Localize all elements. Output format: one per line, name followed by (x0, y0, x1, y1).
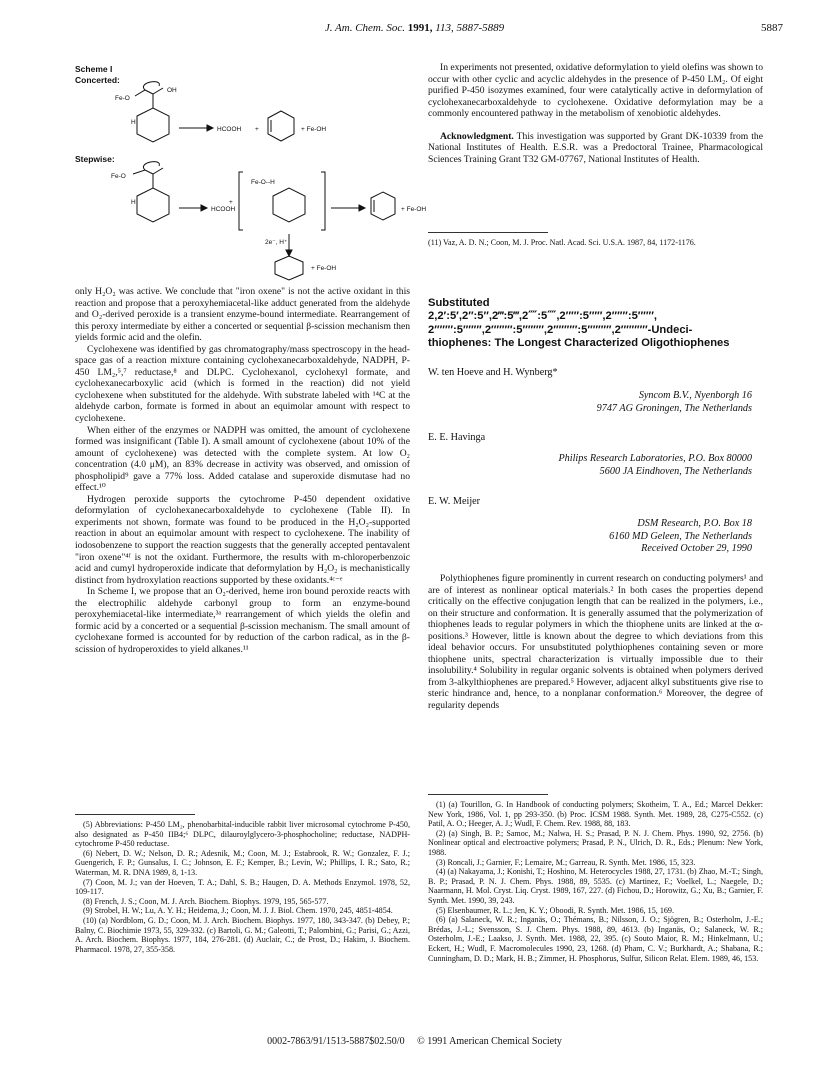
svg-text:+ Fe-OH: + Fe-OH (401, 206, 427, 213)
svg-text:2e⁻, H⁺: 2e⁻, H⁺ (265, 239, 288, 246)
svg-text:+ Fe-OH: + Fe-OH (301, 126, 327, 133)
acknowledgment: Acknowledgment. This investigation was supported by Grant DK-10339 from the National Institutes of Health. E.S.R. was a Predoctoral Trainee, Pharmacological Sciences Training Grant T32 GM-07767, National Institutes of Health. (428, 130, 763, 165)
footnote: (2) (a) Singh, B. P.; Samoc, M.; Nalwa, H. S.; Prasad, P. N. J. Chem. Phys. 1990, 92, 2756. (b) Nonlinear optical and electroactive polymers; Prasad, P. N., Ulrich, D. R., Eds.; Plenum: New York, 1988. (428, 828, 763, 857)
footnote-divider (428, 794, 548, 795)
paragraph: In experiments not presented, oxidative deformylation to yield olefins was shown to occur with other cyclic and acyclic aldehydes in the presence of P-450 LM₂. Of eight purified P-450 isozymes examined, four were catalytically active in deformylation of cyclohexanecarboxaldehyde to cyclohexene. Oxidative deformylation may be a commonly encountered pathway in the metabolism of xenobiotic aldehydes. (428, 62, 763, 120)
footnote: (10) (a) Nordblom, G. D.; Coon, M. J. Arch. Biochem. Biophys. 1977, 180, 343-347. (b) Debey, P.; Balny, C. Biochimie 1973, 55, 329-332. (c) Bartoli, G. M.; Galeotti, T.; Palombini, G.; Parisi, G.; Azzi, A. Arch. Biochem. Biophys. 1977, 184, 276-281. (d) Auclair, C.; de Prost, D.; Hakim, J. Biochem. Pharmacol. 1978, 27, 355-358. (75, 915, 410, 954)
author-line: W. ten Hoeve and H. Wynberg* (428, 367, 558, 378)
fe-o-bond-1 (135, 90, 153, 96)
page-number: 5887 (761, 22, 783, 34)
paragraph: When either of the enzymes or NADPH was omitted, the amount of cyclohexene formed was insignificant (Table I). A small amount of cyclohexene (about 10% of the amount of cyclohexene) was detected with the complete system. At low O₂ concentration (4.0 μM), an 83% decrease in activity was observed, and omission of phospholipid⁹ gave a 77% loss. Added catalase and superoxide dismutase had no effect.¹⁰ (75, 424, 410, 494)
left-column-body (75, 286, 410, 656)
received-date: Received October 29, 1990 (641, 543, 752, 554)
svg-text:HCOOH: HCOOH (217, 126, 242, 133)
article-title: Substituted 2,2′:5′,2″:5″,2‴:5‴,2⁗:5⁗,2′′′′′:5′′′′′,2′′′′′′:5′′′′′′, 2′′′′′′′:5′′′′′′′,2′′′′′′′′:5′′′′′′′′,2′′′′′′′′′:5′′′′′′′′′,2′′′′′′′′′′-Undeci- thiophenes: The Longest Characterized Oligothiophenes (428, 297, 730, 349)
cyclohexane-ring-3 (275, 256, 303, 280)
footnote: (6) Nebert, D. W.; Nelson, D. R.; Adesnik, M.; Coon, M. J.; Estabrook, R. W.; Gonzalez, F. J.; Guengerich, F. P.; Gunsalus, I. C.; Johnson, E. F.; Kemper, B.; Levin, W.; Phillips, I. R.; Sato, R.; Waterman, M. R. DNA 1989, 8, 1-13. (75, 848, 410, 877)
article-code: 0002-7863/91/1513-5887$02.50/0 (267, 1036, 405, 1047)
scheme-title: Scheme I (75, 64, 113, 74)
cyclohexane-ring-2 (137, 188, 169, 222)
footnote: (7) Coon, M. J.; van der Hoeven, T. A.; Dahl, S. B.; Haugen, D. A. Methods Enzymol. 1978, 52, 109-117. (75, 877, 410, 897)
svg-text:H: H (131, 199, 136, 206)
affiliation: Philips Research Laboratories, P.O. Box 80000 5600 JA Eindhoven, The Netherlands (558, 453, 752, 477)
svg-text:+: + (229, 199, 233, 206)
bracket-left (239, 172, 243, 230)
footnote: (3) Roncali, J.; Garnier, F.; Lemaire, M.; Garreau, R. Synth. Met. 1986, 15, 323. (436, 857, 696, 867)
svg-text:HCOOH: HCOOH (211, 206, 236, 213)
footnote: (5) Abbreviations: P-450 LM₂, phenobarbital-inducible rabbit liver microsomal cytochrome P-450, also designated as P-450 IIB4;⁶ DLPC, dilauroylglycero-3-phosphocholine; reductase, NADPH-cytochrome P-450 reductase. (75, 820, 410, 849)
author-line: E. W. Meijer (428, 496, 481, 507)
radical-ring (273, 188, 305, 222)
scheme-drawing (75, 64, 427, 279)
paragraph: Polythiophenes figure prominently in current research on conducting polymers¹ and are of interest as nonlinear optical materials.² In both cases the properties depend critically on the effective conjugation length that can be realized in the polymers, i.e., on their structure and conformation. It is generally assumed that the polymerization of thiophenes leads to regular polymers in which the thiophene units are linked at the α-positions.³ However, little is known about the degree to which deviations from this ideal behavior occurs. For unsubstituted polythiophenes containing seven or more thiophene units, spectral characterization is virtually impossible due to their insolubility.⁴ Solubility in regular organic solvents is obtained when polymers derived from 3-alkylthiophenes are prepared.⁵ However, adjacent alkyl substituents give rise to steric hindrance and, hence, to a nonplanar conformation.⁶ Moreover, the degree of regularity depends (428, 573, 763, 712)
footnote: (9) Strobel, H. W.; Lu, A. Y. H.; Heidema, J.; Coon, M. J. J. Biol. Chem. 1970, 245, 4851-4854. (83, 906, 393, 916)
cyclohexene-ring-1 (268, 111, 294, 141)
footnote: (5) Elsenbaumer, R. L.; Jen, K. Y.; Oboodi, R. Synth. Met. 1986, 15, 169. (436, 905, 674, 915)
paragraph: only H₂O₂ was active. We conclude that "iron oxene" is not the active oxidant in this reaction and propose that a peroxyhemiacetal-like adduct generated from the aldehyde and O₂-derived peroxide is a transient enzyme-bound intermediate. Rearrangement of this peroxy intermediate by either a concerted or sequential β-scission mechanism then yields formic acid and the olefin. (75, 286, 410, 344)
affiliation: Syncom B.V., Nyenborgh 16 9747 AG Groningen, The Netherlands (596, 390, 752, 414)
paragraph: In Scheme I, we propose that an O₂-derived, heme iron bound peroxide reacts with the electrophilic aldehyde carbonyl group to form an enzyme-bound peroxyhemiacetal-like intermediate,³ᵃ rearrangement of which yields the olefin and formic acid by a concerted or a sequential β-scission mechanism. The small amount of cyclohexane formed is accounted for by reduction of the carbon radical, as in the β-scission of hydroperoxides to yield alkanes.¹¹ (75, 586, 410, 655)
author-line: E. E. Havinga (428, 432, 486, 443)
volume-pages: 113, 5887-5889 (435, 22, 505, 34)
footnote: (6) (a) Salaneck, W. R.; Inganäs, O.; Thémans, B.; Nilsson, J. O.; Sjögren, B.; Osterholm, J.-E.; Brédas, J.-L.; Svensson, S. J. Chem. Phys. 1988, 89, 4613. (b) Inganäs, O.; Salaneck, W. R.; Osterholm, J.-E.; Laakso, J. Synth. Met. 1988, 22, 395. (c) Souto Maior, R. M.; Hinkelmann, U.; Eckert, H.; Wudl, F. Macromolecules 1990, 23, 1268. (d) Pham, C. V.; Burkhardt, A.; Shabana, R.; Cunningham, D. D.; Mark, H. B.; Zimmer, H. Phosphorus, Sulfur, Silicon Relat. Elem. 1989, 46, 153. (428, 915, 763, 963)
affiliation: DSM Research, P.O. Box 18 6160 MD Geleen, The Netherlands Received October 29, 1990 (428, 518, 752, 556)
journal-name: J. Am. Chem. Soc. (324, 22, 406, 34)
footnote-divider (428, 232, 548, 233)
concerted-label: Concerted: (75, 75, 120, 85)
copyright: © 1991 American Chemical Society (417, 1036, 562, 1047)
bracket-right (321, 172, 325, 230)
curved-arrow-1 (143, 82, 159, 90)
footnote: (8) French, J. S.; Coon, M. J. Arch. Biochem. Biophys. 1979, 195, 565-577. (83, 896, 329, 906)
left-footnotes (75, 820, 410, 954)
footnote: (4) (a) Nakayama, J.; Konishi, T.; Hoshino, M. Heterocycles 1988, 27, 1731. (b) Zhao, M.-T.; Singh, B. P.; Prasad, P. N. J. Chem. Phys. 1988, 89, 5535. (c) Martinez, F.; Voelkel, L.; Naegele, D.; Naarmann, H. Mol. Cryst. Liq. Cryst. 1989, 167, 227. (d) Fichou, D.; Horowitz, G.; Xu, B.; Garnier, F. Synth. Met. 1990, 39, 243. (428, 867, 763, 905)
page-footer (0, 1036, 829, 1047)
right-footnotes (428, 800, 763, 963)
svg-text:Fe-O: Fe-O (111, 173, 126, 180)
peroxy-bond-1 (153, 88, 163, 108)
scheme-figure (75, 64, 427, 279)
svg-text:Fe-O--H: Fe-O--H (251, 179, 275, 186)
footnote-11: (11) Vaz, A. D. N.; Coon, M. J. Proc. Natl. Acad. Sci. U.S.A. 1987, 84, 1172-1176. (428, 238, 696, 247)
paragraph: Cyclohexene was identified by gas chromatography/mass spectroscopy in the head-space gas of a reaction mixture containing cyclohexanecarboxaldehyde, NADPH, P-450 LM₂,⁵,⁷ reductase,⁸ and DLPC. Cyclohexanol, cyclohexyl formate, and cyclohexanecarboxylic acid (which is formed in the reaction) did not yield cyclohexene when substituted for the aldehyde. With substrate labeled with ¹⁴C at the aldehyde carbon, formate is formed in about an equimolar amount with respect to cyclohexene. (75, 343, 410, 425)
right-column-top (428, 62, 763, 165)
arrowhead-1 (207, 125, 213, 131)
cyclohexane-ring-1 (137, 108, 169, 142)
svg-text:+: + (255, 126, 259, 133)
running-header (0, 22, 829, 34)
right-column-body (428, 573, 763, 712)
stepwise-label: Stepwise: (75, 154, 115, 164)
footnote-divider (75, 814, 195, 815)
fe-o-label-1: Fe-O (115, 95, 130, 102)
acknowledgment-label: Acknowledgment. (440, 130, 514, 142)
paragraph: Hydrogen peroxide supports the cytochrome P-450 dependent oxidative deformylation of cyclohexanecarboxaldehyde to cyclohexene (Table II). In experiments not shown, formate was found to be produced in the H₂O₂-supported reaction in about an equimolar amount with respect to cyclohexene. The inability of iodosobenzene to support the reaction suggests that the generally accepted pentavalent "iron oxene"⁴ᶠ is not the oxidant. Furthermore, the results with m-chloroperbenzoic acid and cumyl hydroperoxide indicate that deformylation by H₂O₂ is mechanistically distinct from hydroxylation reactions supported by these oxidants.⁴ᶜ⁻ᵉ (75, 493, 410, 586)
journal-year: 1991, (407, 22, 433, 34)
svg-text:H: H (131, 119, 136, 126)
footnote: (1) (a) Tourillon, G. In Handbook of conducting polymers; Skotheim, T. A., Ed.; Marcel Dekker: New York, 1986, Vol. 1, pp 293-350. (b) Proc. ICSM 1988. Synth. Met. 1989, 28, C275-C552. (c) Patil, A. O.; Heeger, A. J.; Wudl, F. Chem. Rev. 1988, 88, 183. (428, 800, 763, 829)
svg-text:+ Fe-OH: + Fe-OH (311, 265, 337, 272)
cyclohexene-ring-2 (371, 192, 395, 220)
svg-text:OH: OH (167, 87, 177, 94)
